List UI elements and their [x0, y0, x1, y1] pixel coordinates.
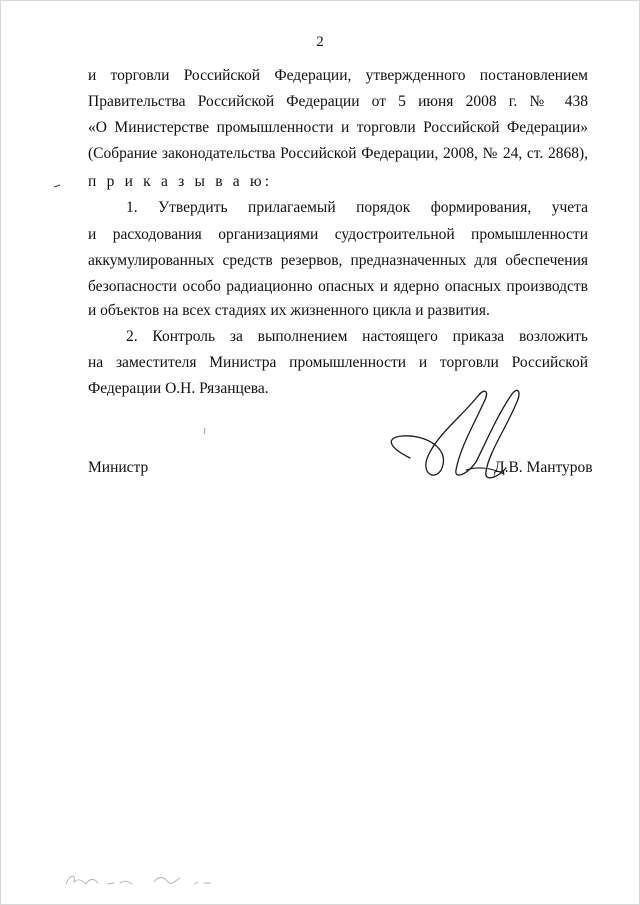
margin-mark [54, 184, 60, 188]
item-1-line-3: аккумулированных средств резервов, предназначенных для обеспечения [88, 252, 588, 269]
item-2-line-1: 2. Контроль за выполнением настоящего приказа возложить [126, 328, 588, 345]
paragraph-line-2: Правительства Российской Федерации от 5 июня 2008 г. № 438 [88, 93, 588, 110]
item-1-line-5: и объектов на всех стадиях их жизненного цикла и развития. [88, 302, 490, 319]
page-number: 2 [316, 34, 324, 50]
item-1-line-4: безопасности особо радиационно опасных и ядерно опасных производств [88, 278, 588, 295]
paragraph-line-1: и торговли Российской Федерации, утвержденного постановлением [88, 67, 588, 84]
item-2-line-3: Федерации О.Н. Рязанцева. [88, 380, 269, 397]
item-1-line-1: 1. Утвердить прилагаемый порядок формирования, учета [126, 199, 588, 216]
scan-speck [203, 428, 206, 434]
faint-handwritten-note [64, 868, 224, 890]
item-2-line-2: на заместителя Министра промышленности и торговли Российской [88, 354, 588, 371]
paragraph-line-3: «О Министерстве промышленности и торговли Российской Федерации» [88, 119, 588, 136]
order-verb: п р и к а з ы в а ю: [88, 173, 273, 190]
item-1-line-2: и расходования организациями судостроительной промышленности [88, 226, 588, 243]
signatory-name: Д.В. Мантуров [494, 459, 593, 476]
signature-title: Министр [88, 459, 149, 476]
handwritten-signature [380, 378, 530, 488]
paragraph-line-4: (Собрание законодательства Российской Федерации, 2008, № 24, ст. 2868), [88, 145, 588, 162]
